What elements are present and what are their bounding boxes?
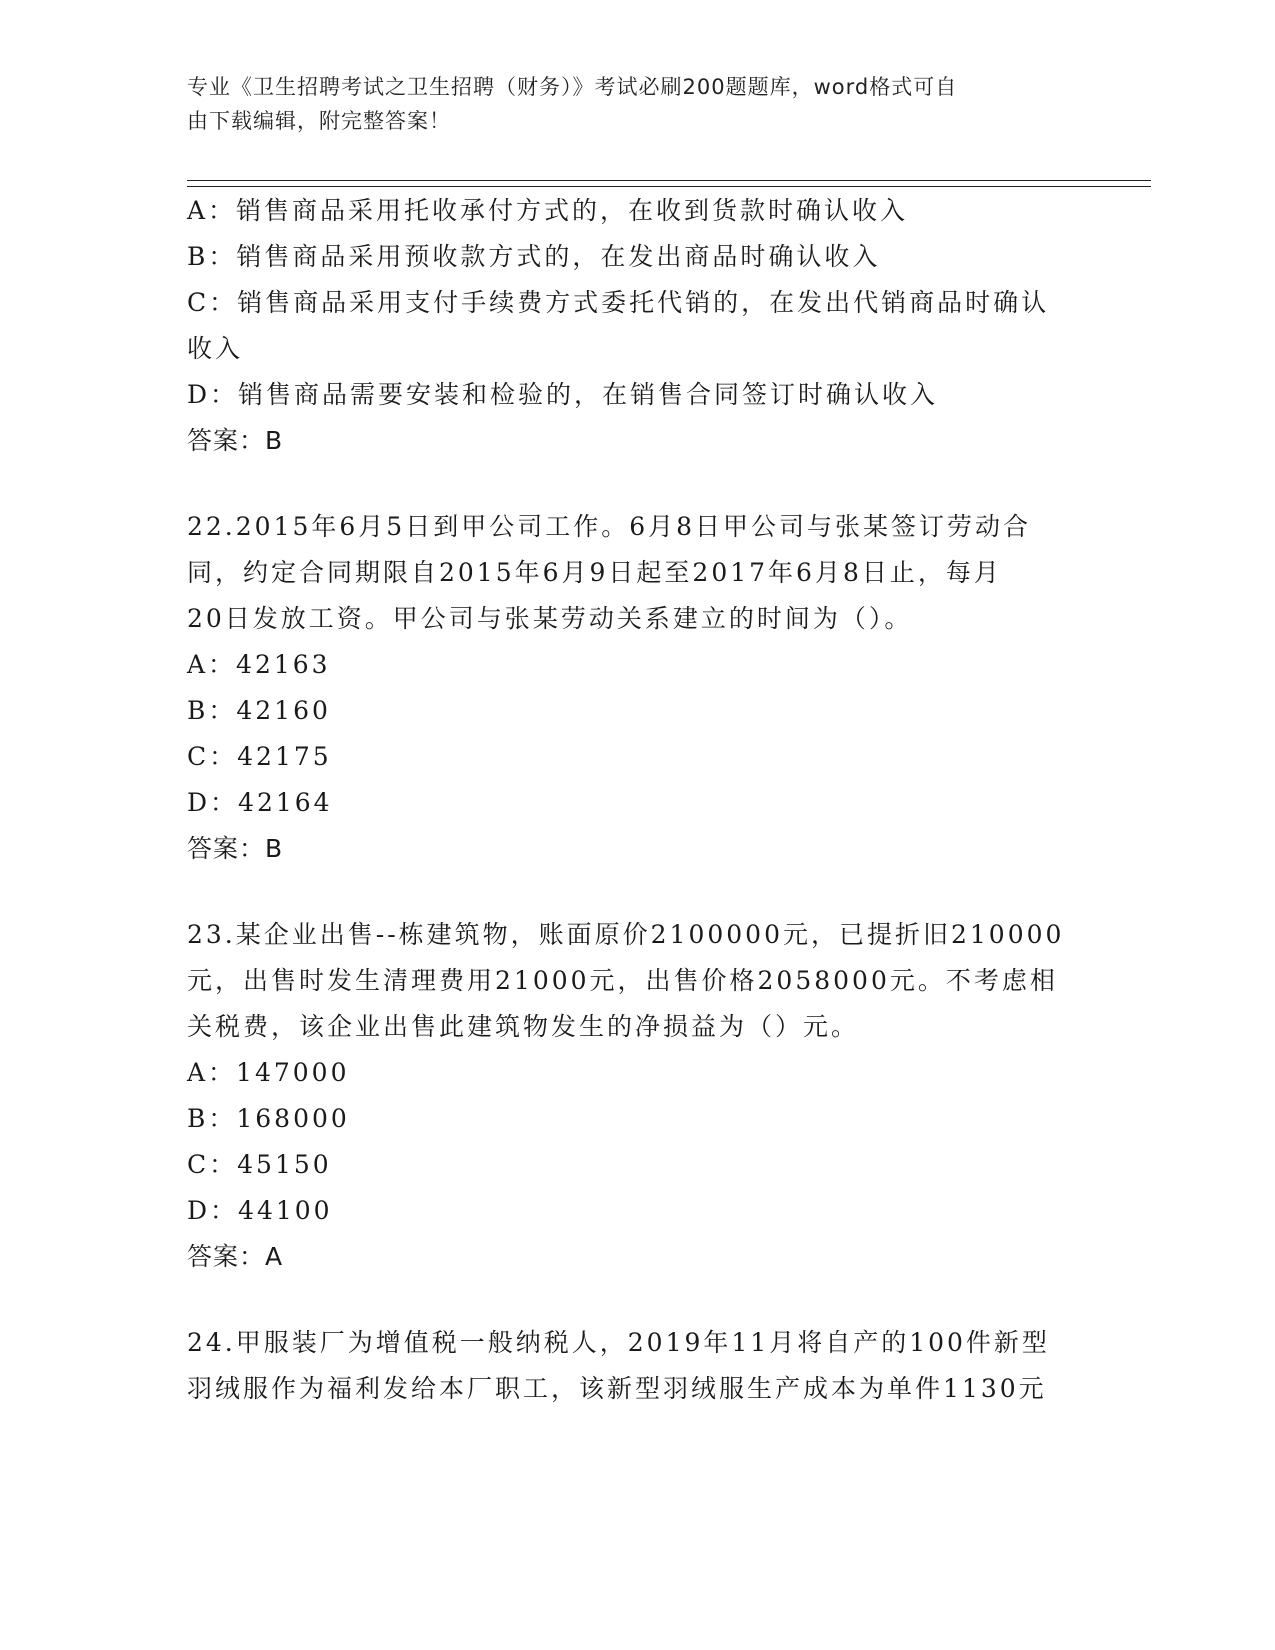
option-c: C：销售商品采用支付手续费方式委托代销的，在发出代销商品时确认 bbox=[187, 288, 1050, 317]
question-23 bbox=[187, 912, 1087, 1280]
question-22 bbox=[187, 504, 1087, 872]
header-line-2: 由下载编辑，附完整答案！ bbox=[187, 109, 451, 133]
option-a: A：42163 bbox=[187, 650, 331, 679]
question-stem: 元，出售时发生清理费用21000元，出售价格2058000元。不考虑相 bbox=[187, 966, 1058, 995]
spacer bbox=[187, 464, 1087, 504]
header-divider-bottom bbox=[187, 186, 1151, 187]
answer-line: 答案：B bbox=[187, 834, 284, 863]
header-divider-top bbox=[187, 180, 1151, 181]
question-stem: 22.2015年6月5日到甲公司工作。6月8日甲公司与张某签订劳动合 bbox=[187, 512, 1032, 541]
question-stem: 同，约定合同期限自2015年6月9日起至2017年6月8日止，每月 bbox=[187, 558, 1002, 587]
option-c: C：42175 bbox=[187, 742, 332, 771]
question-stem: 23.某企业出售--栋建筑物，账面原价2100000元，已提折旧210000 bbox=[187, 920, 1065, 949]
question-stem: 20日发放工资。甲公司与张某劳动关系建立的时间为（）。 bbox=[187, 604, 913, 633]
question-list bbox=[187, 188, 1087, 1412]
option-b: B：168000 bbox=[187, 1104, 350, 1133]
option-a: A：销售商品采用托收承付方式的，在收到货款时确认收入 bbox=[187, 196, 909, 225]
answer-line: 答案：A bbox=[187, 1242, 284, 1271]
option-c: C：45150 bbox=[187, 1150, 332, 1179]
answer-line: 答案：B bbox=[187, 426, 284, 455]
option-b: B：42160 bbox=[187, 696, 331, 725]
question-24 bbox=[187, 1320, 1087, 1412]
header-line-1: 专业《卫生招聘考试之卫生招聘（财务）》考试必刷200题题库，word格式可自 bbox=[187, 75, 958, 99]
option-d: D：44100 bbox=[187, 1196, 333, 1225]
question-21-options bbox=[187, 188, 1087, 464]
question-stem: 羽绒服作为福利发给本厂职工，该新型羽绒服生产成本为单件1130元 bbox=[187, 1374, 1047, 1403]
document-header bbox=[187, 70, 1067, 138]
option-a: A：147000 bbox=[187, 1058, 350, 1087]
spacer bbox=[187, 1280, 1087, 1320]
option-d: D：销售商品需要安装和检验的，在销售合同签订时确认收入 bbox=[187, 380, 939, 409]
option-c-continued: 收入 bbox=[187, 334, 244, 363]
question-stem: 关税费，该企业出售此建筑物发生的净损益为（）元。 bbox=[187, 1012, 860, 1041]
option-d: D：42164 bbox=[187, 788, 333, 817]
option-b: B：销售商品采用预收款方式的，在发出商品时确认收入 bbox=[187, 242, 881, 271]
spacer bbox=[187, 872, 1087, 912]
question-stem: 24.甲服装厂为增值税一般纳税人，2019年11月将自产的100件新型 bbox=[187, 1328, 1050, 1357]
